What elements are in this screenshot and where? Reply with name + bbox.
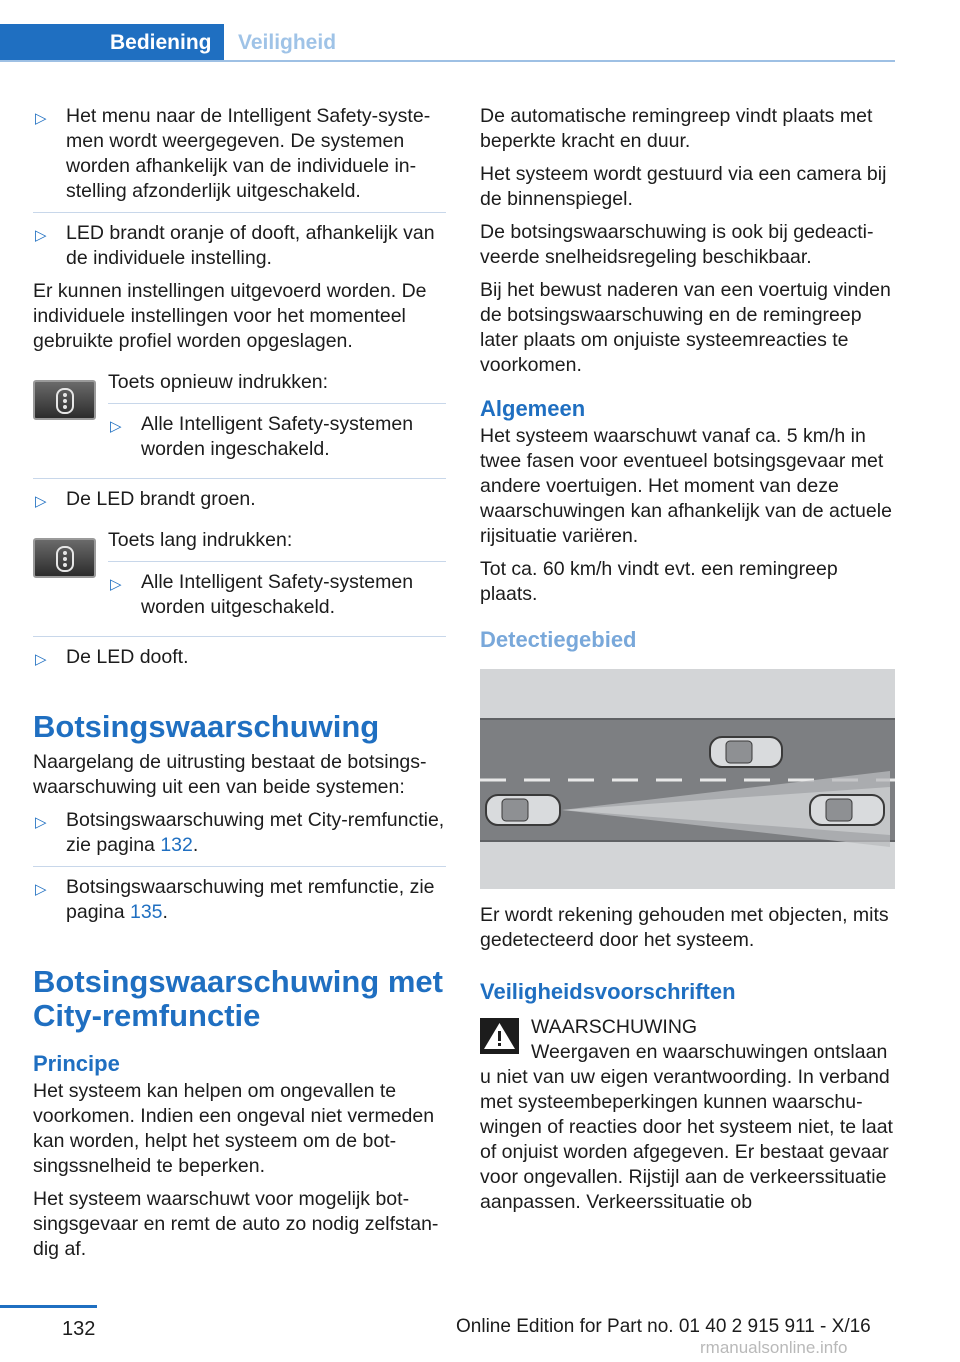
car-icon <box>710 737 782 767</box>
divider <box>33 478 446 479</box>
list-item <box>33 104 446 204</box>
page-number: 132 <box>62 1318 96 1340</box>
footer-rule <box>0 1305 97 1308</box>
warning-text: u niet van uw eigen verantwoording. In verband met systeembeperkingen kunnen waarschuwingen of reacties door het systeem niet, te laat of onjuist worden afgegeven. Er bestaat gevaar voor ongevallen. Rijstijl aan de verkeerssituatie aanpassen. Verkeerssituatie ob <box>480 1066 893 1213</box>
paragraph: Naargelang de uitrusting bestaat de botsingswaarschuwing uit een van beide systemen: <box>33 751 427 798</box>
tab-bediening[interactable]: Bediening <box>0 24 224 61</box>
divider <box>108 561 446 562</box>
paragraph: Er kunnen instellingen uitgevoerd worden. De individuele instellingen voor het momenteel gebruikte profiel worden opgeslagen. <box>33 280 427 352</box>
tab-veiligheid[interactable]: Veiligheid <box>238 31 337 54</box>
paragraph: Er wordt rekening gehouden met objecten, mits gedetecteerd door het systeem. <box>480 904 889 951</box>
header-rule <box>0 60 895 62</box>
paragraph: Het systeem wordt gestuurd via een camera bij de binnenspiegel. <box>480 163 887 210</box>
list-item <box>108 570 446 620</box>
intelligent-safety-button-icon <box>33 538 96 578</box>
header-tabbar <box>0 24 895 62</box>
bullet-text: Het menu naar de Intelligent Safety-systemen wordt weergegeven. De systemen worden afhankelijk van de individuele instelling afzonderlijk uitgeschakeld. <box>66 105 431 202</box>
list-item <box>108 412 446 462</box>
list-item <box>33 875 446 925</box>
paragraph: Bij het bewust naderen van een voertuig vinden de botsingswaarschuwing en de remingreep later plaats om onjuiste systeemreacties te voorkomen. <box>480 279 891 376</box>
bullet-period: . <box>192 834 199 856</box>
subsection-heading: Algemeen <box>480 396 586 421</box>
section-heading: Botsingswaarschuwing <box>33 709 380 744</box>
paragraph: Het systeem waarschuwt vanaf ca. 5 km/h in twee fasen voor eventueel botsingsgevaar met andere voertuigen. Het moment van deze waarschuwingen kan afhankelijk van de actuele rijsituatie variëren. <box>480 425 892 547</box>
bullet-period: . <box>162 901 168 923</box>
warning-title: WAARSCHUWING <box>531 1016 698 1038</box>
left-column <box>33 104 446 1270</box>
key-label: Toets opnieuw indrukken: <box>108 371 329 393</box>
paragraph: Het systeem waarschuwt voor mogelijk botsingsgevaar en remt de auto zo nodig zelfstandig af. <box>33 1188 439 1260</box>
bullet-triangle-icon: ▷ <box>35 110 47 127</box>
divider <box>33 212 446 213</box>
bullet-text: LED brandt oranje of dooft, afhankelijk van de individuele instelling. <box>66 222 435 269</box>
paragraph: Tot ca. 60 km/h vindt evt. een remingreep plaats. <box>480 558 838 605</box>
watermark: rmanualsonline.info <box>700 1338 848 1357</box>
warning-triangle-icon <box>480 1018 519 1054</box>
section-heading: Botsingswaarschuwing met City-remfunctie <box>33 964 443 1033</box>
bullet-triangle-icon: ▷ <box>35 651 47 668</box>
detection-area-illustration <box>480 669 895 889</box>
warning-block <box>480 1015 895 1065</box>
list-item <box>33 808 446 858</box>
bullet-triangle-icon: ▷ <box>110 576 122 593</box>
paragraph: De automatische remingreep vindt plaats met beperkte kracht en duur. <box>480 105 873 152</box>
divider <box>33 866 446 867</box>
bullet-triangle-icon: ▷ <box>35 814 47 831</box>
bullet-text: De LED dooft. <box>66 646 189 668</box>
subsection-heading-light: Detectiegebied <box>480 627 637 652</box>
bullet-text: Alle Intelligent Safety-systemen worden ingeschakeld. <box>141 413 414 460</box>
bullet-text: De LED brandt groen. <box>66 488 256 510</box>
list-item <box>33 645 446 670</box>
bullet-triangle-icon: ▷ <box>35 493 47 510</box>
bullet-triangle-icon: ▷ <box>35 227 47 244</box>
bullet-text: Botsingswaarschuwing met City-remfunctie, zie pagina <box>66 809 445 856</box>
subsection-heading: Veiligheidsvoorschriften <box>480 979 736 1004</box>
car-icon <box>486 795 560 825</box>
page-link-135[interactable]: 135 <box>129 901 163 923</box>
right-column <box>480 104 895 1223</box>
car-icon <box>810 795 884 825</box>
warning-first-line: Weergaven en waarschuwingen ontslaan <box>531 1041 888 1063</box>
key-instruction-1 <box>33 370 446 470</box>
bullet-text: Botsingswaarschuwing met remfunctie, zie pagina <box>66 876 435 923</box>
list-item <box>33 221 446 271</box>
bullet-triangle-icon: ▷ <box>35 881 47 898</box>
list-item <box>33 487 446 512</box>
subsection-heading: Principe <box>33 1051 120 1076</box>
key-label: Toets lang indrukken: <box>108 529 293 551</box>
page-link-132[interactable]: 132 <box>160 834 193 856</box>
key-instruction-2 <box>33 528 446 628</box>
edition-note: Online Edition for Part no. 01 40 2 915 911 - X/16 <box>456 1316 871 1337</box>
bullet-text: Alle Intelligent Safety-systemen worden uitgeschakeld. <box>141 571 414 618</box>
paragraph: Het systeem kan helpen om ongevallen te voorkomen. Indien een ongeval niet vermeden kan worden, helpt het systeem om de botsingssnelheid te beperken. <box>33 1080 435 1177</box>
paragraph: De botsingswaarschuwing is ook bij gedeactiveerde snelheidsregeling beschikbaar. <box>480 221 874 268</box>
divider <box>108 403 446 404</box>
intelligent-safety-button-icon <box>33 380 96 420</box>
divider <box>33 636 446 637</box>
bullet-triangle-icon: ▷ <box>110 418 122 435</box>
